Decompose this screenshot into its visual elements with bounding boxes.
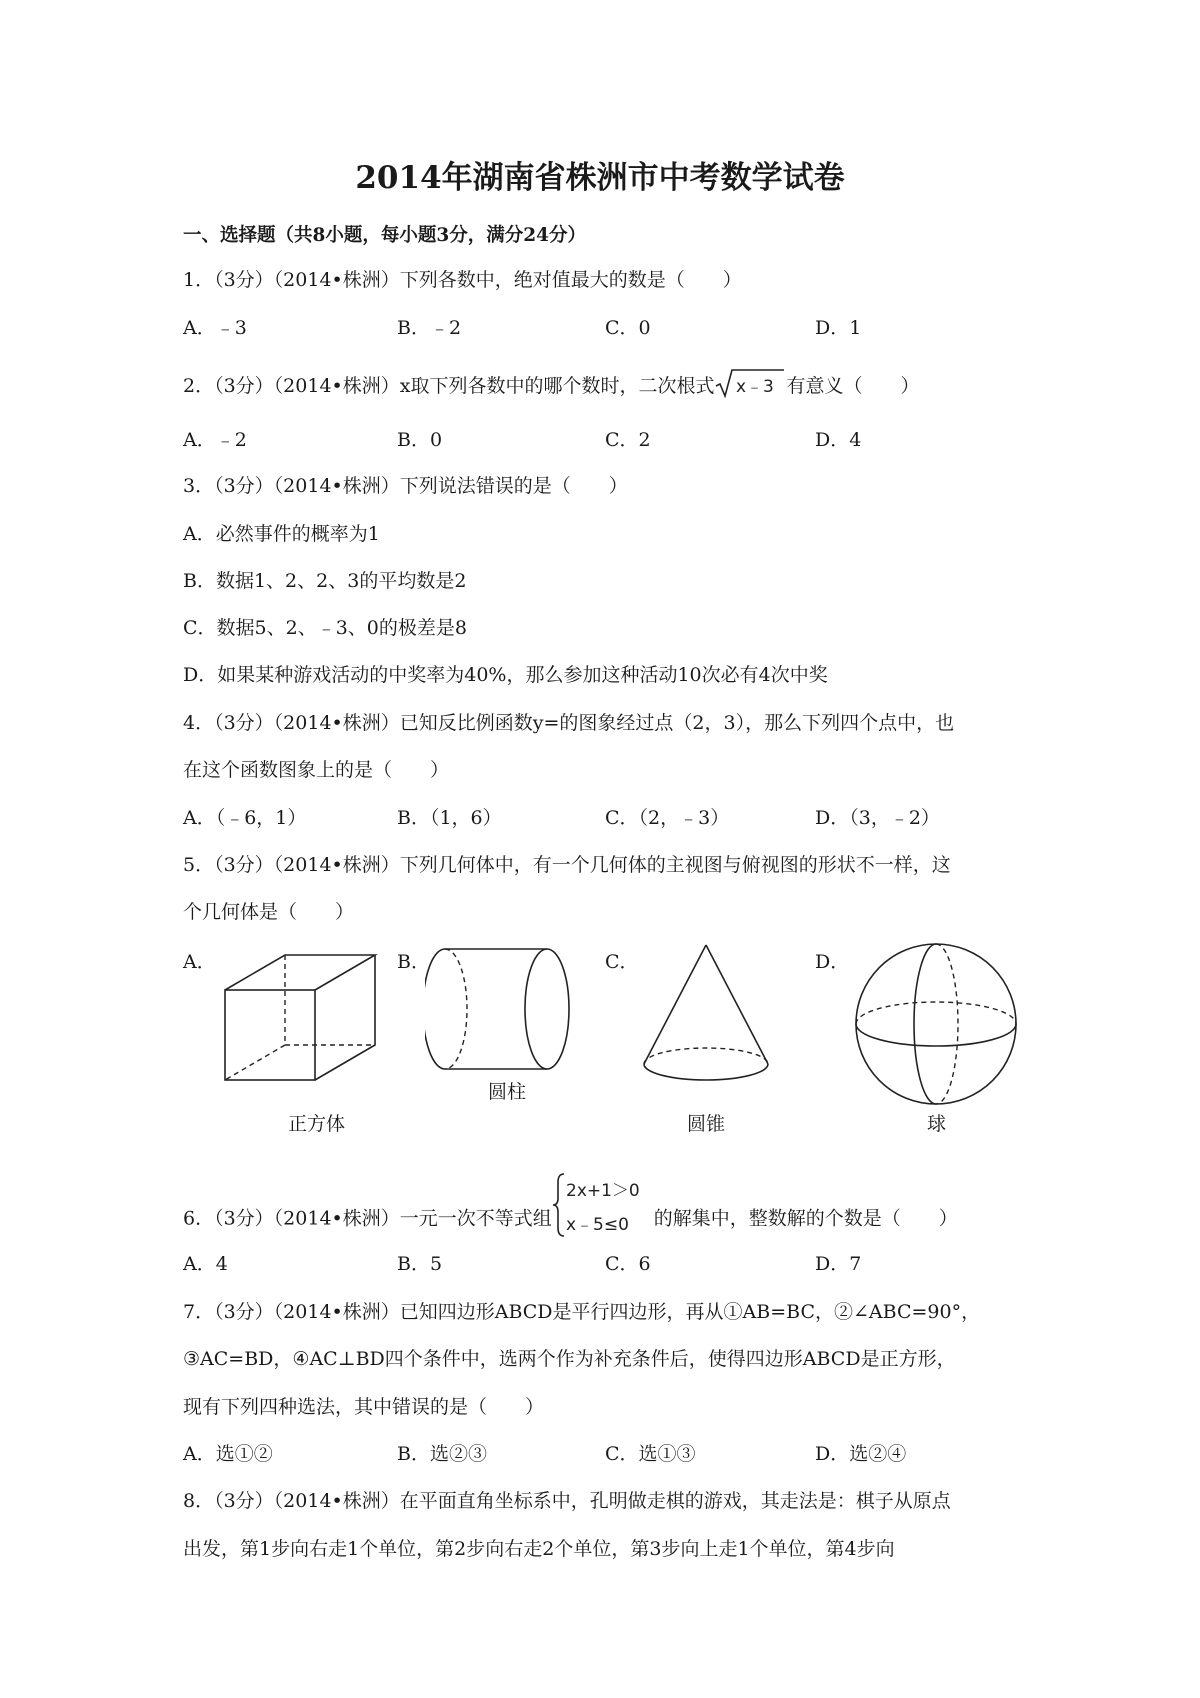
question-5-stem-line1: 5．（3分）（2014•株洲）下列几何体中，有一个几何体的主视图与俯视图的形状不一样，这 [183,854,951,876]
q3-option-d: D．如果某种游戏活动的中奖率为40%，那么参加这种活动10次必有4次中奖 [183,664,828,686]
q2-stem-after: 有意义（ ） [786,375,920,397]
q2-option-a: A．﹣2 [183,429,247,451]
cone-figure [636,940,776,1090]
q4-option-d: D．（3，﹣2） [815,807,940,829]
q5-option-a-letter: A． [183,951,216,973]
q2-stem-before: 2．（3分）（2014•株洲）x取下列各数中的哪个数时，二次根式 [183,375,715,397]
q3-option-c: C．数据5、2、﹣3、0的极差是8 [183,617,467,639]
q4-option-b: B．（1，6） [397,807,502,829]
q1-option-a: A．﹣3 [183,317,247,339]
q6-option-b: B．5 [397,1253,443,1275]
q5-option-c-letter: C． [605,951,639,973]
q5-option-b-letter: B． [397,951,430,973]
q4-option-a: A．（﹣6，1） [183,807,307,829]
cone-caption: 圆锥 [687,1113,726,1135]
sphere-caption: 球 [927,1113,947,1135]
q6-option-d: D．7 [815,1253,862,1275]
q3-option-b: B．数据1、2、2、3的平均数是2 [183,570,467,592]
cylinder-figure [425,944,575,1084]
inequality-1: 2x+1＞0 [565,1181,640,1201]
inequality-2: x﹣5≤0 [565,1215,629,1235]
q4-option-c: C．（2，﹣3） [605,807,730,829]
section-heading: 一、选择题（共8小题，每小题3分，满分24分） [183,225,586,246]
q7-option-d: D．选②④ [815,1443,907,1465]
sphere-figure [848,936,1024,1112]
q2-option-c: C．2 [605,429,651,451]
page-title: 2014年湖南省株洲市中考数学试卷 [355,160,845,196]
question-7-stem-line1: 7．（3分）（2014•株洲）已知四边形ABCD是平行四边形，再从①AB=BC，②∠ABC=90°， [183,1301,981,1323]
question-2-stem [183,368,919,404]
cube-caption: 正方体 [288,1113,346,1135]
q5-option-d-letter: D． [815,951,850,973]
question-4-stem-line1: 4．（3分）（2014•株洲）已知反比例函数y=的图象经过点（2，3），那么下列四个点中，也 [183,712,955,734]
question-8-stem-line2: 出发，第1步向右走1个单位，第2步向右走2个单位，第3步向上走1个单位，第4步向 [183,1538,895,1560]
question-7-stem-line3: 现有下列四种选法，其中错误的是（ ） [183,1396,545,1418]
question-5-stem-line2: 个几何体是（ ） [183,901,355,923]
q7-option-b: B．选②③ [397,1443,487,1465]
q1-option-c: C．0 [605,317,651,339]
q1-option-d: D．1 [815,317,862,339]
q6-stem-before: 6．（3分）（2014•株洲）一元一次不等式组 [183,1207,552,1230]
cube-figure [220,950,380,1090]
q2-option-d: D．4 [815,429,862,451]
q7-option-c: C．选①③ [605,1443,696,1465]
question-7-stem-line2: ③AC=BD，④AC⊥BD四个条件中，选两个作为补充条件后，使得四边形ABCD是正方形， [183,1348,956,1370]
sqrt-expression [714,368,786,404]
q6-option-a: A．4 [183,1253,228,1275]
question-8-stem-line1: 8．（3分）（2014•株洲）在平面直角坐标系中，孔明做走棋的游戏，其走法是：棋子从原点 [183,1490,951,1512]
cylinder-caption: 圆柱 [488,1081,527,1103]
question-4-stem-line2: 在这个函数图象上的是（ ） [183,759,450,781]
sqrt-radicand: x﹣3 [736,377,775,397]
q7-option-a: A．选①② [183,1443,273,1465]
question-1-stem: 1．（3分）（2014•株洲）下列各数中，绝对值最大的数是（ ） [183,269,742,291]
question-6-stem [183,1170,958,1240]
q2-option-b: B．0 [397,429,443,451]
q3-option-a: A．必然事件的概率为1 [183,523,380,545]
q6-stem-after: 的解集中，整数解的个数是（ ） [653,1207,958,1230]
q1-option-b: B．﹣2 [397,317,462,339]
question-3-stem: 3．（3分）（2014•株洲）下列说法错误的是（ ） [183,475,628,497]
q6-option-c: C．6 [605,1253,651,1275]
